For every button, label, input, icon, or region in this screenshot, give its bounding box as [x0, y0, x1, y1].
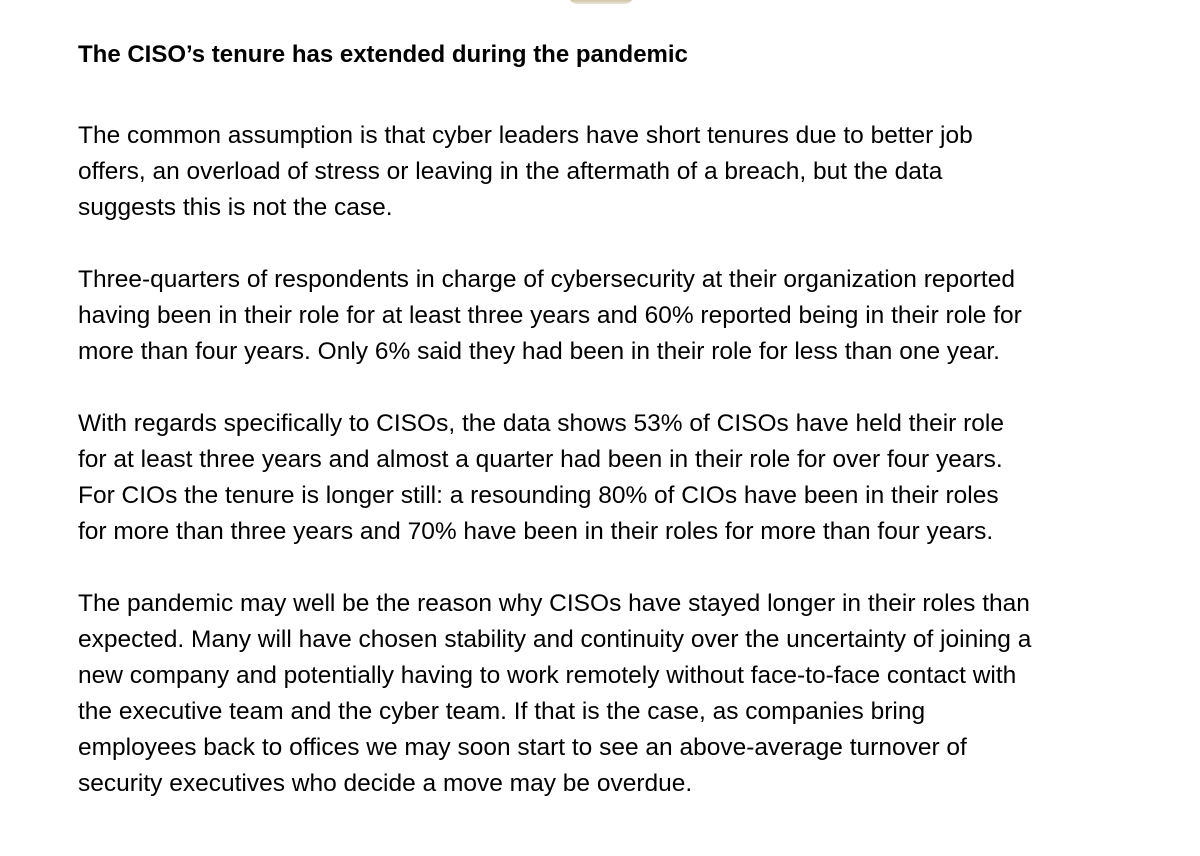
decorative-header-graphic: [568, 0, 634, 4]
section-heading: The CISO’s tenure has extended during the pandemic: [78, 41, 688, 68]
document-body: [78, 40, 1168, 802]
paragraph-ciso-cio-tenure: With regards specifically to CISOs, the data shows 53% of CISOs have held their role for at least three years and almost a quarter had been in their role for over four years. For CIOs the tenure is longer still: a resounding 80% of CIOs have been in their roles for more than three years and 70% have been in their roles for more than four years.: [78, 410, 1004, 545]
paragraph-pandemic-effect: The pandemic may well be the reason why CISOs have stayed longer in their roles than expected. Many will have chosen stability and continuity over the uncertainty of joining a new company and potentially having to work remotely without face-to-face contact with the executive team and the cyber team. If that is the case, as companies bring employees back to offices we may soon start to see an above-average turnover of security executives who decide a move may be overdue.: [78, 590, 1032, 797]
paragraph-common-assumption: The common assumption is that cyber leaders have short tenures due to better job offers, an overload of stress or leaving in the aftermath of a breach, but the data suggests this is not the case.: [78, 122, 973, 221]
paragraph-respondent-tenure: Three-quarters of respondents in charge of cybersecurity at their organization reported having been in their role for at least three years and 60% reported being in their role for more than four years. Only 6% said they had been in their role for less than one year.: [78, 266, 1022, 365]
